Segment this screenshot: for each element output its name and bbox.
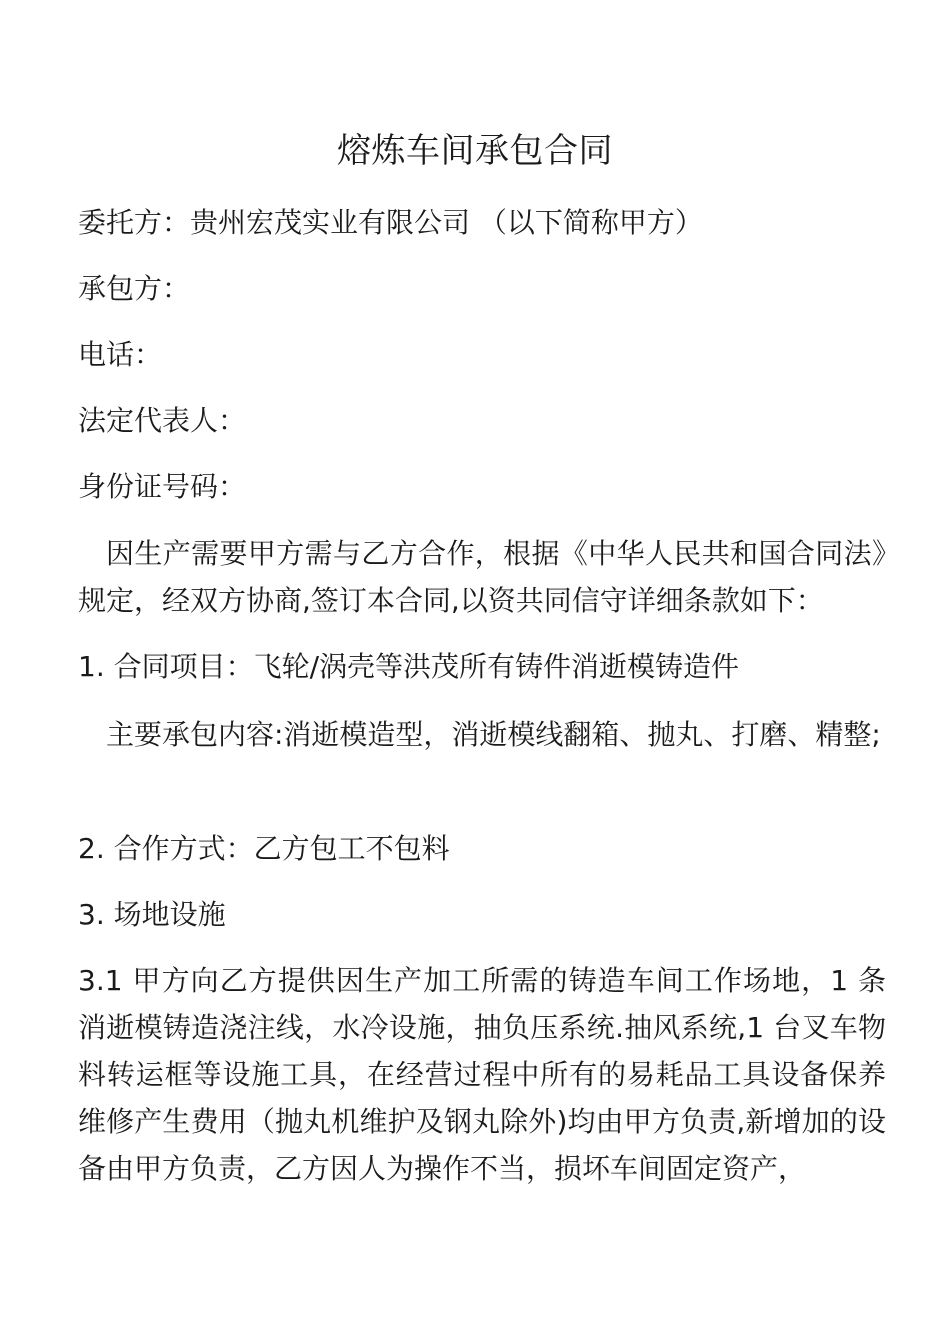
id-number-field: 身份证号码： — [78, 470, 247, 503]
intro-paragraph: 因生产需要甲方需与乙方合作，根据《中华人民共和国合同法》规定，经双方协商,签订本合同,以资共同信守详细条款如下： — [78, 537, 886, 617]
document-title: 熔炼车间承包合同 — [337, 131, 613, 171]
contractor-field: 承包方： — [78, 272, 191, 305]
section-2-heading: 2. 合作方式：乙方包工不包料 — [78, 832, 450, 865]
section-1-heading: 1. 合同项目：飞轮/涡壳等洪茂所有铸件消逝模铸造件 — [78, 650, 740, 683]
client-field: 委托方：贵州宏茂实业有限公司 （以下简称甲方） — [78, 206, 703, 239]
section-3-1-paragraph: 3.1 甲方向乙方提供因生产加工所需的铸造车间工作场地，1 条消逝模铸造浇注线，水冷设施，抽负压系统.抽风系统,1 台叉车物料转运框等设施工具，在经营过程中所有的易耗品工具设备保养维修产生费用（抛丸机维护及钢丸除外)均由甲方负责,新增加的设备由甲方负责，乙方因人为操作不当，损坏车间固定资产， — [78, 964, 886, 1185]
section-3-heading: 3. 场地设施 — [78, 898, 226, 931]
section-1-content: 主要承包内容:消逝模造型，消逝模线翻箱、抛丸、打磨、精整; — [106, 718, 881, 751]
legal-representative-field: 法定代表人： — [78, 404, 247, 437]
phone-field: 电话： — [78, 338, 163, 371]
